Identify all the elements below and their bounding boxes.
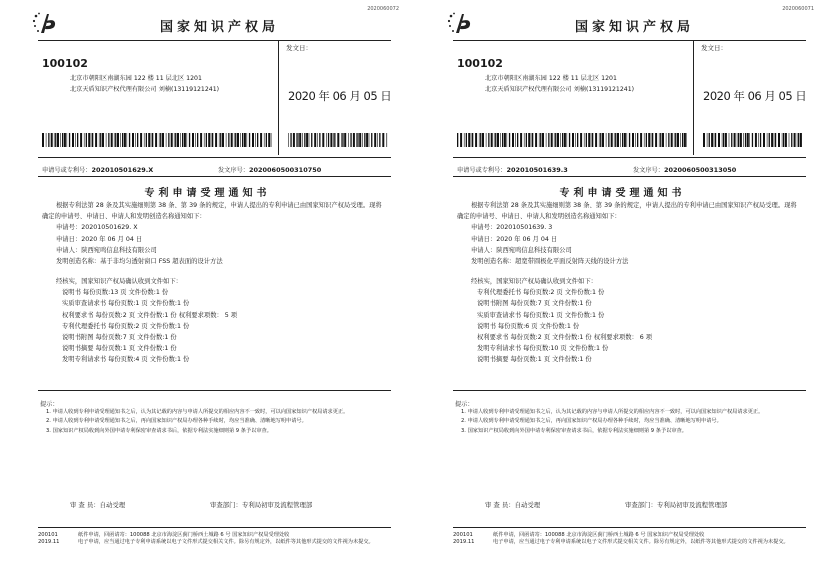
- divider: [38, 40, 391, 41]
- address-line-1: 北京市朝阳区南湖东园 122 楼 11 层北区 1201: [485, 75, 617, 82]
- divider: [38, 527, 391, 528]
- divider: [693, 40, 694, 155]
- application-number-row: [457, 165, 568, 174]
- hint-item: 1. 申请人收到专利申请受理通知书之后，认为其记载的内容与申请人所提交的相应内容不一致时，可以向国家知识产权局请求更正。: [46, 409, 349, 415]
- divider: [453, 176, 806, 177]
- review-department: 审查部门：专利局初审及流程管理部: [210, 501, 313, 509]
- address-line-2: 北京天盾知识产权代理有限公司 刘楠(13119121241): [70, 86, 220, 93]
- divider: [453, 390, 806, 391]
- send-number-row: [218, 165, 321, 174]
- received-files: [56, 276, 237, 366]
- cnipa-logo-icon: [447, 12, 473, 36]
- file-row: 说明书 每份页数:6 页 文件份数:1 份: [477, 322, 580, 330]
- file-row: 说明书附图 每份页数:7 页 文件份数:1 份: [62, 334, 177, 342]
- verify-intro: 经核实，国家知识产权局确认收到文件如下：: [471, 278, 597, 285]
- footer-line-2: 电子申请，应当通过电子专利申请系统以电子文件形式提交相关文件。除另有规定外，以纸件等其他形式提交的文件视为未提交。: [493, 539, 789, 546]
- field-application-number: 申请号：202010501639. 3: [471, 224, 553, 232]
- file-row: 发明专利请求书 每份页数:4 页 文件份数:1 份: [62, 356, 190, 364]
- file-row: 实质审查请求书 每份页数:1 页 文件份数:1 份: [477, 311, 605, 319]
- divider: [453, 157, 806, 158]
- app-no-label: 申请号或专利号：: [457, 167, 507, 174]
- app-no: 202010501639.3: [506, 166, 568, 174]
- received-files: [471, 276, 652, 366]
- footer-line-1: 纸件申请，回函请寄：100088 北京市海淀区蓟门桥西土城路 6 号 国家知识产权局受理处收: [493, 532, 705, 538]
- hint-label: 提示：: [40, 401, 59, 408]
- send-no-label: 发文序号：: [218, 167, 249, 174]
- footer: [38, 532, 398, 546]
- verify-intro: 经核实，国家知识产权局确认收到文件如下：: [56, 278, 182, 285]
- send-date-label: 发文日：: [286, 44, 312, 52]
- hint-item: 1. 申请人收到专利申请受理通知书之后，认为其记载的内容与申请人所提交的相应内容不一致时，可以向国家知识产权局请求更正。: [461, 409, 764, 415]
- divider: [38, 176, 391, 177]
- app-no-label: 申请号或专利号：: [42, 167, 92, 174]
- intro-text: 根据专利法第 28 条及其实施细则第 38 条、第 39 条的规定，申请人提出的专利申请已由国家知识产权局受理。现将确定的申请号、申请日、申请人和发明创造名称通知如下：: [42, 202, 382, 221]
- field-applicant: 申请人：陕西宛鸣信息科技有限公司: [56, 246, 157, 254]
- hints: [40, 408, 395, 436]
- file-row: 权利要求书 每份页数:2 页 文件份数:1 份 权利要求项数： 6 项: [477, 334, 653, 342]
- send-no: 2020060500310750: [248, 166, 322, 174]
- examiner: 审 查 员：自动受理: [70, 501, 126, 509]
- file-row: 专利代理委托书 每份页数:2 页 文件份数:1 份: [477, 289, 605, 297]
- field-filing-date: 申请日：2020 年 06 月 04 日: [471, 235, 558, 243]
- footer-code-1: 200101: [38, 532, 58, 538]
- footer-code-1: 200101: [453, 532, 473, 538]
- address-line-2: 北京天盾知识产权代理有限公司 刘楠(13119121241): [485, 86, 635, 93]
- hints: [455, 408, 810, 436]
- divider: [453, 40, 806, 41]
- examiner: 审 查 员：自动受理: [485, 501, 541, 509]
- hint-label: 提示：: [455, 401, 474, 408]
- office-name: 国家知识产权局: [160, 20, 280, 35]
- barcode-icon: [288, 133, 388, 147]
- app-no: 202010501629.X: [91, 166, 154, 174]
- file-row: 实质审查请求书 每份页数:1 页 文件份数:1 份: [62, 300, 190, 308]
- footer-line-2: 电子申请，应当通过电子专利申请系统以电子文件形式提交相关文件。除另有规定外，以纸件等其他形式提交的文件视为未提交。: [78, 539, 374, 546]
- footer: [453, 532, 813, 546]
- barcode-icon: [42, 133, 272, 147]
- postcode: 100102: [457, 57, 503, 70]
- review-department: 审查部门：专利局初审及流程管理部: [625, 501, 728, 509]
- file-row: 发明专利请求书 每份页数:10 页 文件份数:1 份: [477, 345, 609, 353]
- footer-code-2: 2019.11: [38, 539, 60, 546]
- barcode-icon: [457, 133, 687, 147]
- cnipa-logo-icon: [32, 12, 58, 36]
- send-no-label: 发文序号：: [633, 167, 664, 174]
- hint-item: 3. 国家知识产权局收到向外国申请专利保密审查请求书后，依据专利法实施细则第 9 条予以审查。: [46, 427, 272, 434]
- send-date: 2020 年 06 月 05 日: [703, 89, 807, 103]
- field-applicant: 申请人：陕西宛鸣信息科技有限公司: [471, 246, 572, 254]
- file-row: 说明书附图 每份页数:7 页 文件份数:1 份: [477, 300, 592, 308]
- notice-body: [42, 200, 387, 267]
- send-no: 2020060500313050: [663, 166, 737, 174]
- notice-page-1: [10, 0, 405, 580]
- address-line-1: 北京市朝阳区南湖东园 122 楼 11 层北区 1201: [70, 75, 202, 82]
- footer-code-2: 2019.11: [453, 539, 475, 546]
- doc-number: 2020060072: [367, 6, 399, 12]
- notice-title: 专利申请受理通知书: [144, 188, 271, 199]
- field-filing-date: 申请日：2020 年 06 月 04 日: [56, 235, 143, 243]
- field-invention-title: 发明创造名称：超宽带圆极化平面反射阵天线的设计方法: [471, 258, 629, 266]
- send-date-label: 发文日：: [701, 44, 727, 52]
- barcode-icon: [703, 133, 803, 147]
- field-invention-title: 发明创造名称：基于非均匀透射窗口 FSS 超表面的设计方法: [56, 258, 223, 266]
- hint-item: 2. 申请人收到专利申请受理通知书之后，再向国家知识产权局办理各种手续时，均应当准确、清晰地写明申请号。: [461, 418, 722, 425]
- office-name: 国家知识产权局: [575, 20, 695, 35]
- file-row: 权利要求书 每份页数:2 页 文件份数:1 份 权利要求项数： 5 项: [62, 311, 238, 319]
- divider: [453, 527, 806, 528]
- send-date: 2020 年 06 月 05 日: [288, 89, 392, 103]
- application-number-row: [42, 165, 153, 174]
- doc-number: 2020060071: [782, 6, 814, 12]
- divider: [38, 390, 391, 391]
- postcode: 100102: [42, 57, 88, 70]
- file-row: 说明书摘要 每份页数:1 页 文件份数:1 份: [477, 356, 592, 364]
- divider: [38, 157, 391, 158]
- notice-title: 专利申请受理通知书: [559, 188, 686, 199]
- hint-item: 3. 国家知识产权局收到向外国申请专利保密审查请求书后，依据专利法实施细则第 9 条予以审查。: [461, 427, 687, 434]
- footer-line-1: 纸件申请，回函请寄：100088 北京市海淀区蓟门桥西土城路 6 号 国家知识产权局受理处收: [78, 532, 290, 538]
- send-number-row: [633, 165, 736, 174]
- intro-text: 根据专利法第 28 条及其实施细则第 38 条、第 39 条的规定，申请人提出的专利申请已由国家知识产权局受理。现将确定的申请号、申请日、申请人和发明创造名称通知如下：: [457, 202, 797, 221]
- field-application-number: 申请号：202010501629. X: [56, 224, 138, 232]
- notice-body: [457, 200, 802, 267]
- file-row: 说明书 每份页数:13 页 文件份数:1 份: [62, 289, 169, 297]
- divider: [278, 40, 279, 155]
- file-row: 说明书摘要 每份页数:1 页 文件份数:1 份: [62, 345, 177, 353]
- notice-page-2: [425, 0, 820, 580]
- file-row: 专利代理委托书 每份页数:2 页 文件份数:1 份: [62, 322, 190, 330]
- hint-item: 2. 申请人收到专利申请受理通知书之后，再向国家知识产权局办理各种手续时，均应当准确、清晰地写明申请号。: [46, 418, 307, 425]
